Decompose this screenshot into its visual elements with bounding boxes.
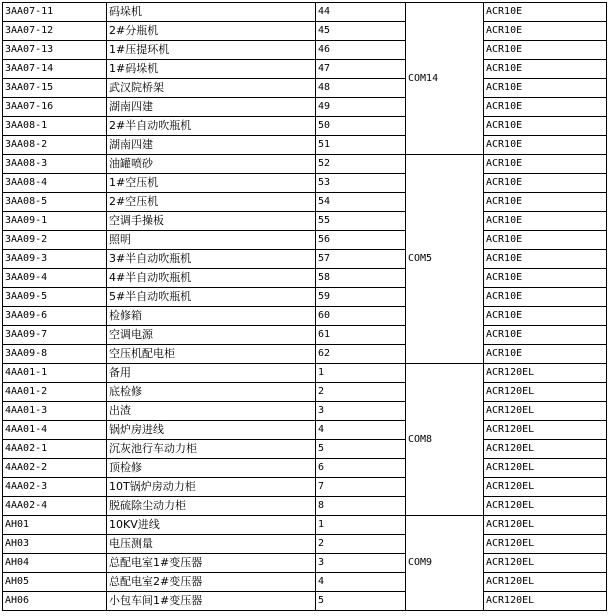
meter-model-cell: ACR10E (484, 269, 607, 288)
meter-model-cell: ACR10E (484, 98, 607, 117)
table-row (3, 478, 607, 497)
device-name-cell: 湖南四建 (107, 98, 316, 117)
meter-model-cell: ACR120EL (484, 383, 607, 402)
device-code-cell: 3AA09-3 (3, 250, 107, 269)
meter-model-cell: ACR10E (484, 307, 607, 326)
table-row (3, 136, 607, 155)
device-code-cell: 4AA02-4 (3, 497, 107, 516)
device-code-cell: 3AA09-8 (3, 345, 107, 364)
device-number-cell: 53 (316, 174, 406, 193)
device-code-cell: 4AA02-3 (3, 478, 107, 497)
device-name-cell: 武汉院桥架 (107, 79, 316, 98)
meter-model-cell: ACR120EL (484, 554, 607, 573)
device-number-cell: 7 (316, 478, 406, 497)
device-name-cell: 照明 (107, 231, 316, 250)
device-code-cell: 3AA08-5 (3, 193, 107, 212)
device-code-cell: 3AA09-4 (3, 269, 107, 288)
meter-model-cell: ACR10E (484, 155, 607, 174)
device-name-cell: 出渣 (107, 402, 316, 421)
device-code-cell: AH04 (3, 554, 107, 573)
table-row (3, 345, 607, 364)
table-row (3, 250, 607, 269)
device-number-cell: 62 (316, 345, 406, 364)
meter-model-cell: ACR120EL (484, 592, 607, 611)
com-port-cell: COM8 (406, 364, 484, 516)
device-name-cell: 总配电室2#变压器 (107, 573, 316, 592)
table-row (3, 98, 607, 117)
table-row (3, 60, 607, 79)
device-code-cell: 3AA08-4 (3, 174, 107, 193)
device-number-cell: 55 (316, 212, 406, 231)
table-row (3, 22, 607, 41)
device-name-cell: 码垛机 (107, 3, 316, 22)
device-code-cell: 4AA01-4 (3, 421, 107, 440)
table-row (3, 41, 607, 60)
device-code-cell: 3AA09-7 (3, 326, 107, 345)
table-row (3, 117, 607, 136)
meter-model-cell: ACR120EL (484, 497, 607, 516)
device-number-cell: 2 (316, 535, 406, 554)
meter-model-cell: ACR120EL (484, 440, 607, 459)
device-number-cell: 46 (316, 41, 406, 60)
meter-model-cell: ACR120EL (484, 573, 607, 592)
device-name-cell: 5#半自动吹瓶机 (107, 288, 316, 307)
com-port-cell: COM14 (406, 3, 484, 155)
meter-model-cell: ACR10E (484, 22, 607, 41)
device-name-cell: 空调电源 (107, 326, 316, 345)
device-number-cell: 8 (316, 497, 406, 516)
meter-model-cell: ACR10E (484, 231, 607, 250)
device-number-cell: 49 (316, 98, 406, 117)
device-code-cell: AH05 (3, 573, 107, 592)
device-name-cell: 1#压提环机 (107, 41, 316, 60)
device-name-cell: 底检修 (107, 383, 316, 402)
meter-model-cell: ACR10E (484, 3, 607, 22)
table-row (3, 288, 607, 307)
device-number-cell: 60 (316, 307, 406, 326)
device-code-cell: AH01 (3, 516, 107, 535)
meter-model-cell: ACR120EL (484, 402, 607, 421)
device-number-cell: 61 (316, 326, 406, 345)
device-number-cell: 5 (316, 440, 406, 459)
device-name-cell: 油罐喷砂 (107, 155, 316, 174)
device-number-cell: 58 (316, 269, 406, 288)
table-row (3, 3, 607, 22)
device-name-cell: 1#空压机 (107, 174, 316, 193)
table-row (3, 155, 607, 174)
meter-model-cell: ACR120EL (484, 478, 607, 497)
meter-model-cell: ACR120EL (484, 535, 607, 554)
device-number-cell: 56 (316, 231, 406, 250)
device-name-cell: 3#半自动吹瓶机 (107, 250, 316, 269)
device-code-cell: 3AA08-1 (3, 117, 107, 136)
device-code-cell: 3AA08-2 (3, 136, 107, 155)
device-name-cell: 电压测量 (107, 535, 316, 554)
device-number-cell: 2 (316, 383, 406, 402)
device-number-cell: 1 (316, 364, 406, 383)
device-number-cell: 5 (316, 592, 406, 611)
device-name-cell: 2#分瓶机 (107, 22, 316, 41)
device-name-cell: 10KV进线 (107, 516, 316, 535)
device-number-cell: 44 (316, 3, 406, 22)
table-row (3, 307, 607, 326)
table-row (3, 497, 607, 516)
device-code-cell: 3AA07-16 (3, 98, 107, 117)
com-port-cell: COM9 (406, 516, 484, 611)
device-number-cell: 3 (316, 402, 406, 421)
table-row (3, 459, 607, 478)
device-code-cell: AH06 (3, 592, 107, 611)
meter-model-cell: ACR120EL (484, 516, 607, 535)
device-code-cell: 3AA07-12 (3, 22, 107, 41)
meter-model-cell: ACR10E (484, 326, 607, 345)
device-name-cell: 2#空压机 (107, 193, 316, 212)
device-code-cell: 4AA01-3 (3, 402, 107, 421)
table-row (3, 193, 607, 212)
meter-model-cell: ACR10E (484, 117, 607, 136)
device-number-cell: 57 (316, 250, 406, 269)
meter-model-cell: ACR10E (484, 212, 607, 231)
meter-model-cell: ACR120EL (484, 459, 607, 478)
device-code-cell: 4AA02-1 (3, 440, 107, 459)
meter-model-cell: ACR120EL (484, 364, 607, 383)
meter-model-cell: ACR10E (484, 288, 607, 307)
device-name-cell: 备用 (107, 364, 316, 383)
device-code-cell: 3AA07-11 (3, 3, 107, 22)
device-number-cell: 54 (316, 193, 406, 212)
device-number-cell: 6 (316, 459, 406, 478)
device-table (2, 2, 607, 611)
table-row (3, 326, 607, 345)
table-row (3, 383, 607, 402)
table-row (3, 402, 607, 421)
table-row (3, 79, 607, 98)
device-number-cell: 48 (316, 79, 406, 98)
device-name-cell: 总配电室1#变压器 (107, 554, 316, 573)
table-row (3, 364, 607, 383)
meter-model-cell: ACR120EL (484, 421, 607, 440)
device-name-cell: 空调手操板 (107, 212, 316, 231)
table-row (3, 573, 607, 592)
device-name-cell: 锅炉房进线 (107, 421, 316, 440)
device-number-cell: 4 (316, 573, 406, 592)
table-row (3, 554, 607, 573)
meter-model-cell: ACR10E (484, 345, 607, 364)
table-row (3, 212, 607, 231)
device-name-cell: 湖南四建 (107, 136, 316, 155)
device-name-cell: 10T锅炉房动力柜 (107, 478, 316, 497)
table-row (3, 592, 607, 611)
device-name-cell: 检修箱 (107, 307, 316, 326)
device-name-cell: 小包车间1#变压器 (107, 592, 316, 611)
device-name-cell: 脱硫除尘动力柜 (107, 497, 316, 516)
device-number-cell: 59 (316, 288, 406, 307)
device-code-cell: AH03 (3, 535, 107, 554)
meter-model-cell: ACR10E (484, 79, 607, 98)
device-number-cell: 4 (316, 421, 406, 440)
device-name-cell: 1#码垛机 (107, 60, 316, 79)
table-row (3, 535, 607, 554)
device-number-cell: 45 (316, 22, 406, 41)
meter-model-cell: ACR10E (484, 193, 607, 212)
table-row (3, 231, 607, 250)
device-code-cell: 3AA09-1 (3, 212, 107, 231)
device-name-cell: 2#半自动吹瓶机 (107, 117, 316, 136)
device-name-cell: 沉灰池行车动力柜 (107, 440, 316, 459)
device-code-cell: 3AA08-3 (3, 155, 107, 174)
device-number-cell: 52 (316, 155, 406, 174)
device-code-cell: 4AA02-2 (3, 459, 107, 478)
table-body (3, 3, 607, 611)
table-row (3, 440, 607, 459)
device-number-cell: 3 (316, 554, 406, 573)
meter-model-cell: ACR10E (484, 60, 607, 79)
device-code-cell: 3AA07-14 (3, 60, 107, 79)
table-row (3, 269, 607, 288)
table-row (3, 421, 607, 440)
meter-model-cell: ACR10E (484, 250, 607, 269)
table-row (3, 174, 607, 193)
device-name-cell: 4#半自动吹瓶机 (107, 269, 316, 288)
device-code-cell: 3AA09-5 (3, 288, 107, 307)
device-number-cell: 47 (316, 60, 406, 79)
device-code-cell: 3AA09-2 (3, 231, 107, 250)
meter-model-cell: ACR10E (484, 174, 607, 193)
com-port-cell: COM5 (406, 155, 484, 364)
meter-model-cell: ACR10E (484, 41, 607, 60)
device-code-cell: 3AA09-6 (3, 307, 107, 326)
device-code-cell: 3AA07-15 (3, 79, 107, 98)
device-code-cell: 4AA01-1 (3, 364, 107, 383)
meter-model-cell: ACR10E (484, 136, 607, 155)
device-number-cell: 1 (316, 516, 406, 535)
device-code-cell: 3AA07-13 (3, 41, 107, 60)
device-number-cell: 51 (316, 136, 406, 155)
table-row (3, 516, 607, 535)
device-code-cell: 4AA01-2 (3, 383, 107, 402)
device-name-cell: 顶检修 (107, 459, 316, 478)
device-name-cell: 空压机配电柜 (107, 345, 316, 364)
device-number-cell: 50 (316, 117, 406, 136)
